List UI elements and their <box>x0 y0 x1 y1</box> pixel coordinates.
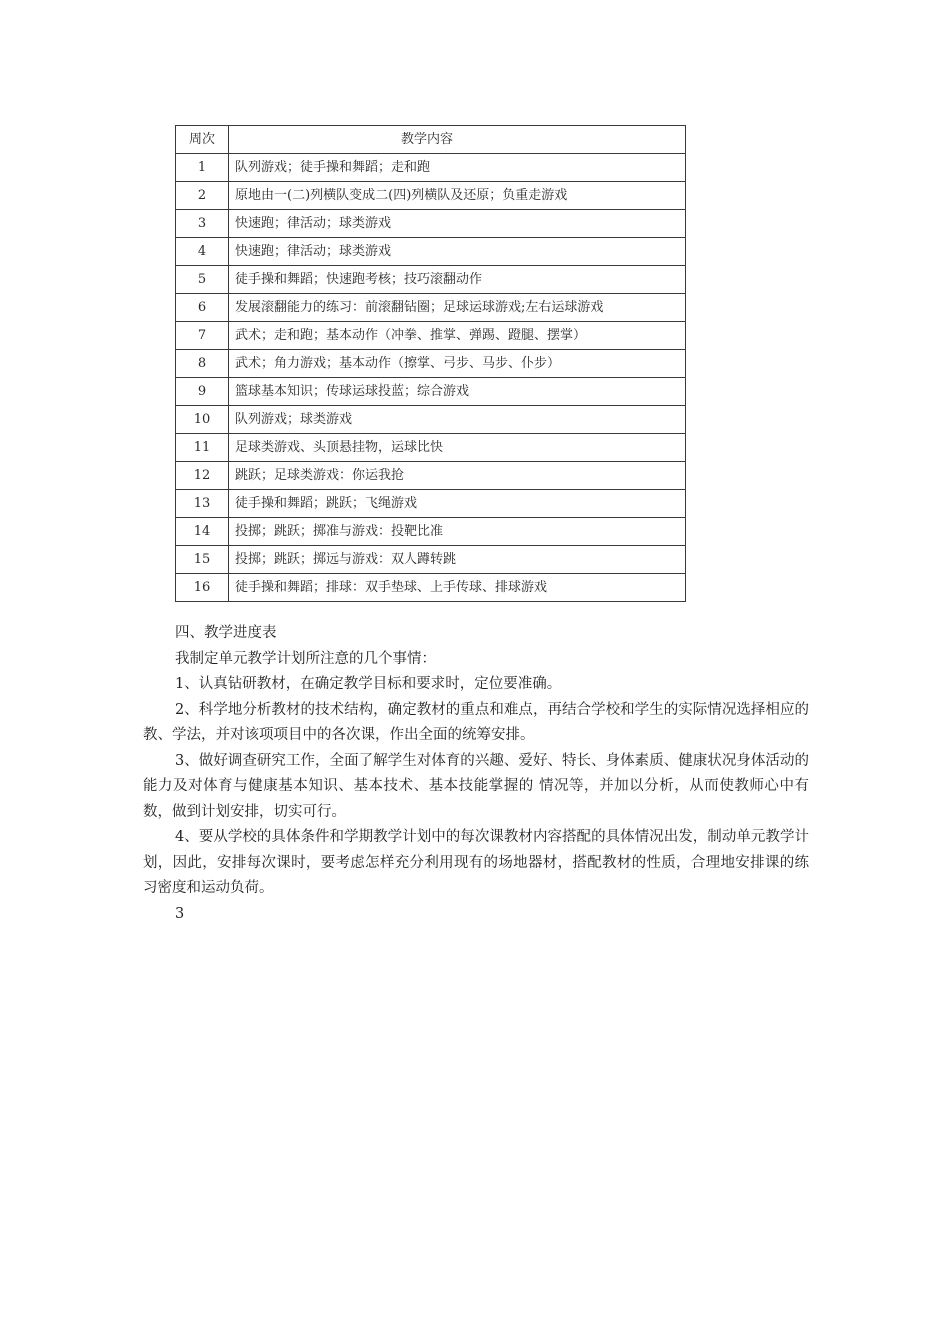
content-cell: 武术；走和跑；基本动作（冲拳、推掌、弹踢、蹬腿、摆掌） <box>229 322 686 350</box>
week-cell: 16 <box>176 574 229 602</box>
table-row <box>176 350 686 378</box>
week-cell: 14 <box>176 518 229 546</box>
content-cell: 原地由一(二)列横队变成二(四)列横队及还原；负重走游戏 <box>229 182 686 210</box>
content-cell: 足球类游戏、头顶悬挂物，运球比快 <box>229 434 686 462</box>
week-cell: 3 <box>176 210 229 238</box>
content-cell: 投掷；跳跃；掷准与游戏：投靶比准 <box>229 518 686 546</box>
table-row <box>176 294 686 322</box>
week-column-header: 周次 <box>176 126 229 154</box>
content-cell: 发展滚翻能力的练习：前滚翻钻圈；足球运球游戏;左右运球游戏 <box>229 294 686 322</box>
week-cell: 7 <box>176 322 229 350</box>
week-cell: 10 <box>176 406 229 434</box>
table-row <box>176 210 686 238</box>
table-row <box>176 322 686 350</box>
table-row <box>176 574 686 602</box>
week-cell: 8 <box>176 350 229 378</box>
table-row <box>176 238 686 266</box>
content-cell: 队列游戏；徒手操和舞蹈；走和跑 <box>229 154 686 182</box>
content-cell: 徒手操和舞蹈；快速跑考核；技巧滚翻动作 <box>229 266 686 294</box>
week-cell: 1 <box>176 154 229 182</box>
table-row <box>176 266 686 294</box>
week-cell: 15 <box>176 546 229 574</box>
list-item: 4、要从学校的具体条件和学期教学计划中的每次课教材内容搭配的具体情况出发，制动单元教学计划，因此，安排每次课时，要考虑怎样充分利用现有的场地器材，搭配教材的性质，合理地安排课的练习密度和运动负荷。 <box>143 829 809 896</box>
table-row <box>176 518 686 546</box>
table-row <box>176 490 686 518</box>
table-row <box>176 406 686 434</box>
content-cell: 快速跑；律活动；球类游戏 <box>229 238 686 266</box>
content-cell: 队列游戏；球类游戏 <box>229 406 686 434</box>
teaching-schedule-table <box>175 125 686 602</box>
week-cell: 9 <box>176 378 229 406</box>
table-row <box>176 546 686 574</box>
content-cell: 快速跑；律活动；球类游戏 <box>229 210 686 238</box>
list-item: 3、做好调查研究工作，全面了解学生对体育的兴趣、爱好、特长、身体素质、健康状况身体活动的能力及对体育与健康基本知识、基本技术、基本技能掌握的 情况等，并加以分析，从而使教师心中有数，做到计划安排，切实可行。 <box>143 752 809 820</box>
table-row <box>176 378 686 406</box>
week-cell: 11 <box>176 434 229 462</box>
week-cell: 4 <box>176 238 229 266</box>
content-cell: 篮球基本知识；传球运球投蓝；综合游戏 <box>229 378 686 406</box>
section-heading: 四、教学进度表 <box>175 625 277 641</box>
body-text <box>143 621 809 927</box>
content-cell: 徒手操和舞蹈；跳跃；飞绳游戏 <box>229 490 686 518</box>
week-cell: 6 <box>176 294 229 322</box>
table-row <box>176 154 686 182</box>
content-cell: 徒手操和舞蹈；排球：双手垫球、上手传球、排球游戏 <box>229 574 686 602</box>
page-number: 3 <box>175 905 185 922</box>
week-cell: 2 <box>176 182 229 210</box>
week-cell: 12 <box>176 462 229 490</box>
table-header-row <box>176 126 686 154</box>
week-cell: 5 <box>176 266 229 294</box>
content-column-header: 教学内容 <box>229 126 686 154</box>
table-row <box>176 434 686 462</box>
table-row <box>176 182 686 210</box>
content-cell: 武术；角力游戏；基本动作（擦掌、弓步、马步、仆步） <box>229 350 686 378</box>
list-item: 2、科学地分析教材的技术结构，确定教材的重点和难点，再结合学校和学生的实际情况选择相应的教、学法，并对该项项目中的各次课，作出全面的统筹安排。 <box>143 701 809 743</box>
week-cell: 13 <box>176 490 229 518</box>
list-item: 1、认真钻研教材，在确定教学目标和要求时，定位要准确。 <box>175 676 562 692</box>
content-cell: 跳跃；足球类游戏：你运我抢 <box>229 462 686 490</box>
content-cell: 投掷；跳跃；掷远与游戏：双人蹲转跳 <box>229 546 686 574</box>
table-row <box>176 462 686 490</box>
intro-paragraph: 我制定单元教学计划所注意的几个事情： <box>175 650 436 667</box>
